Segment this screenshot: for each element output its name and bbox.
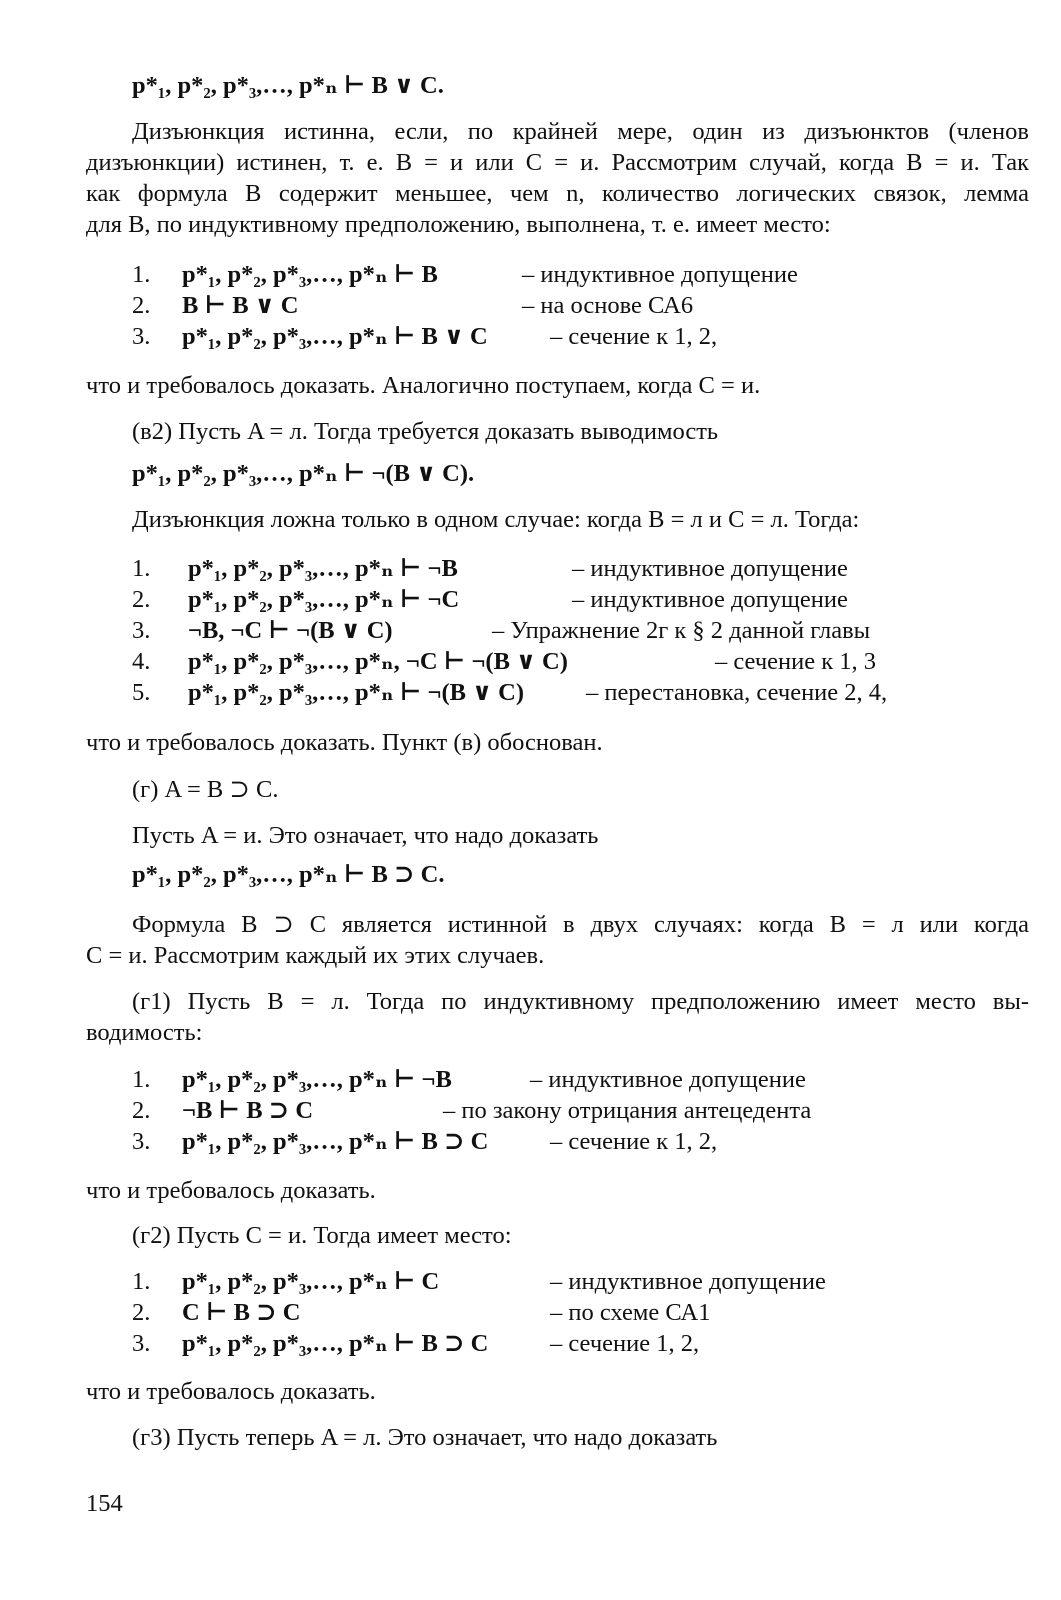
text-line: Формула B ⊃ C является истинной в двух случаях: когда B = л или когда (132, 911, 1029, 938)
list-number: 1. (132, 555, 151, 582)
list-comment: – сечение к 1, 2, (550, 323, 718, 350)
list-formula: p*₁, p*₂, p*₃,…, p*ₙ ⊢ B ⊃ C (182, 1128, 489, 1155)
text-line: Дизъюнкция истинна, если, по крайней мере, один из дизъюнктов (членов (132, 118, 1029, 145)
list-comment: – сечение к 1, 2, (550, 1128, 718, 1155)
list-number: 3. (132, 1330, 151, 1357)
list-number: 5. (132, 679, 151, 706)
text-line: (г3) Пусть теперь A = л. Это означает, что надо доказать (132, 1424, 718, 1451)
list-comment: – индуктивное допущение (550, 1268, 826, 1295)
list-formula: p*₁, p*₂, p*₃,…, p*ₙ ⊢ B ⊃ C (182, 1330, 489, 1357)
list-comment: – Упражнение 2г к § 2 данной главы (492, 617, 871, 644)
paragraph (86, 986, 1029, 1048)
paragraph (86, 116, 1029, 240)
list-comment: – индуктивное допущение (530, 1066, 806, 1093)
text-line: водимость: (86, 1019, 203, 1046)
formula-line: p*₁, p*₂, p*₃,…, p*ₙ ⊢ B ∨ C. (132, 72, 444, 99)
list-formula: C ⊢ B ⊃ C (182, 1299, 301, 1326)
list-number: 3. (132, 323, 151, 350)
list-formula: ¬B ⊢ B ⊃ C (182, 1097, 314, 1124)
list-number: 2. (132, 292, 151, 319)
list-number: 1. (132, 261, 151, 288)
list-number: 4. (132, 648, 151, 675)
text-line: Пусть A = и. Это означает, что надо доказать (132, 822, 599, 849)
text-line: что и требовалось доказать. (86, 1177, 376, 1204)
list-comment: – на основе СА6 (522, 292, 694, 319)
list-formula: p*₁, p*₂, p*₃,…, p*ₙ, ¬C ⊢ ¬(B ∨ C) (188, 648, 568, 675)
list-number: 1. (132, 1268, 151, 1295)
text-line: (г) A = B ⊃ C. (132, 776, 279, 803)
list-formula: p*₁, p*₂, p*₃,…, p*ₙ ⊢ B (182, 261, 438, 288)
list-comment: – перестановка, сечение 2, 4, (586, 679, 888, 706)
list-number: 2. (132, 1299, 151, 1326)
list-formula: p*₁, p*₂, p*₃,…, p*ₙ ⊢ B ∨ C (182, 323, 488, 350)
list-formula: ¬B, ¬C ⊢ ¬(B ∨ C) (188, 617, 393, 644)
text-line: как формула B содержит меньшее, чем n, количество логических связок, лемма (86, 180, 1029, 207)
text-line: (г2) Пусть C = и. Тогда имеет место: (132, 1222, 512, 1249)
list-formula: p*₁, p*₂, p*₃,…, p*ₙ ⊢ ¬B (182, 1066, 452, 1093)
list-comment: – сечение 1, 2, (550, 1330, 700, 1357)
formula-line: p*₁, p*₂, p*₃,…, p*ₙ ⊢ B ⊃ C. (132, 861, 445, 888)
paragraph (86, 909, 1029, 971)
list-formula: p*₁, p*₂, p*₃,…, p*ₙ ⊢ ¬(B ∨ C) (188, 679, 525, 706)
list-number: 1. (132, 1066, 151, 1093)
page-number: 154 (86, 1490, 123, 1517)
list-number: 2. (132, 1097, 151, 1124)
list-formula: p*₁, p*₂, p*₃,…, p*ₙ ⊢ C (182, 1268, 440, 1295)
text-line: что и требовалось доказать. Пункт (в) обоснован. (86, 729, 603, 756)
list-comment: – индуктивное допущение (572, 586, 848, 613)
text-line: Дизъюнкция ложна только в одном случае: когда B = л и C = л. Тогда: (132, 506, 860, 533)
text-line: (в2) Пусть A = л. Тогда требуется доказать выводимость (132, 418, 719, 445)
list-formula: p*₁, p*₂, p*₃,…, p*ₙ ⊢ ¬C (188, 586, 460, 613)
text-line: для B, по индуктивному предположению, выполнена, т. е. имеет место: (86, 211, 831, 238)
list-number: 3. (132, 617, 151, 644)
list-comment: – по схеме СА1 (550, 1299, 711, 1326)
text-line: (г1) Пусть B = л. Тогда по индуктивному предположению имеет место вы- (132, 988, 1029, 1015)
list-formula: B ⊢ B ∨ C (182, 292, 299, 319)
list-number: 2. (132, 586, 151, 613)
text-line: дизъюнкции) истинен, т. е. B = и или C = и. Рассмотрим случай, когда B = и. Так (86, 149, 1029, 176)
list-formula: p*₁, p*₂, p*₃,…, p*ₙ ⊢ ¬B (188, 555, 458, 582)
list-comment: – по закону отрицания антецедента (443, 1097, 812, 1124)
text-line: что и требовалось доказать. (86, 1378, 376, 1405)
text-line: C = и. Рассмотрим каждый их этих случаев. (86, 942, 545, 969)
list-comment: – индуктивное допущение (522, 261, 798, 288)
list-number: 3. (132, 1128, 151, 1155)
formula-line: p*₁, p*₂, p*₃,…, p*ₙ ⊢ ¬(B ∨ C). (132, 460, 475, 487)
text-line: что и требовалось доказать. Аналогично поступаем, когда C = и. (86, 372, 761, 399)
list-comment: – сечение к 1, 3 (715, 648, 877, 675)
list-comment: – индуктивное допущение (572, 555, 848, 582)
